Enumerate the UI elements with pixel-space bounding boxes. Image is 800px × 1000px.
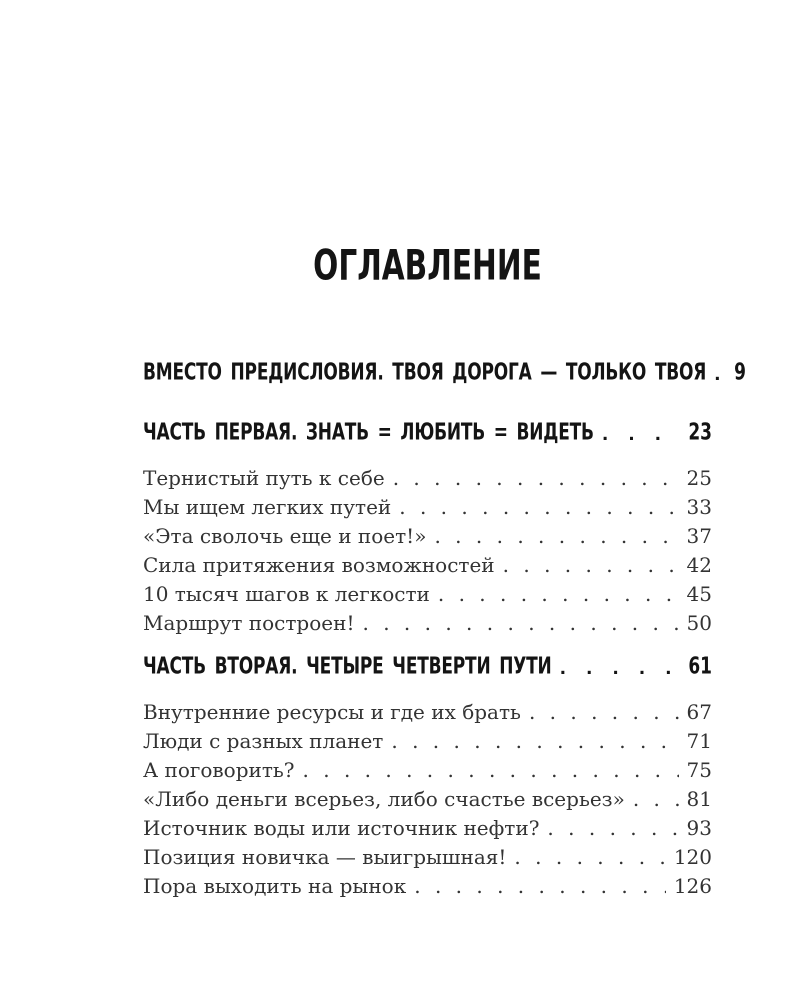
dot-leader xyxy=(560,656,681,682)
dot-leader xyxy=(303,756,679,785)
dot-leader xyxy=(602,422,681,448)
dot-leader xyxy=(434,522,678,551)
toc-page-number: 75 xyxy=(686,758,712,782)
toc-page-number: 67 xyxy=(686,700,712,724)
toc-page xyxy=(143,0,746,901)
toc-page-number: 45 xyxy=(686,582,712,606)
toc-page-number: 37 xyxy=(686,524,712,548)
toc-label: Люди с разных планет xyxy=(143,729,384,753)
toc-entry-row xyxy=(143,609,712,638)
dot-leader xyxy=(529,698,679,727)
toc-entry-row xyxy=(143,756,712,785)
toc-entry-row xyxy=(143,580,712,609)
toc-label: А поговорить? xyxy=(143,758,295,782)
toc-label: ВМЕСТО ПРЕДИСЛОВИЯ. ТВОЯ ДОРОГА — ТОЛЬКО ТВОЯ xyxy=(143,359,707,387)
toc-entry-row xyxy=(143,872,712,901)
toc-entry-row xyxy=(143,698,712,727)
dot-leader xyxy=(503,551,679,580)
toc-label: Источник воды или источник нефти? xyxy=(143,816,540,840)
toc-label: Позиция новичка — выигрышная! xyxy=(143,845,507,869)
dot-leader xyxy=(393,464,679,493)
dot-leader xyxy=(362,609,678,638)
toc-label: Сила притяжения возможностей xyxy=(143,553,495,577)
dot-leader xyxy=(391,727,678,756)
toc-heading-row xyxy=(143,359,746,388)
toc-entry-row xyxy=(143,843,712,872)
dot-leader xyxy=(714,362,726,388)
toc-page-number: 120 xyxy=(673,845,712,869)
toc-label: Внутренние ресурсы и где их брать xyxy=(143,700,521,724)
toc-label: ЧАСТЬ ВТОРАЯ. ЧЕТЫРЕ ЧЕТВЕРТИ ПУТИ xyxy=(143,653,552,681)
toc-label: Маршрут построен! xyxy=(143,611,355,635)
toc-label: Пора выходить на рынок xyxy=(143,874,407,898)
toc-page-number: 71 xyxy=(686,729,712,753)
toc-label: «Эта сволочь еще и поет!» xyxy=(143,524,427,548)
toc-page-number: 93 xyxy=(686,816,712,840)
toc-label: «Либо деньги всерьез, либо счастье всерьез» xyxy=(143,787,625,811)
toc-heading-row xyxy=(143,419,712,448)
toc-entry-row xyxy=(143,727,712,756)
dot-leader xyxy=(633,785,679,814)
toc-page-number: 25 xyxy=(686,466,712,490)
dot-leader xyxy=(514,843,665,872)
dot-leader xyxy=(547,814,678,843)
toc-page-number: 126 xyxy=(673,874,712,898)
toc-page-number: 81 xyxy=(686,787,712,811)
dot-leader xyxy=(414,872,666,901)
toc-page-number: 33 xyxy=(686,495,712,519)
toc-title: ОГЛАВЛЕНИЕ xyxy=(313,241,542,290)
toc-label: 10 тысяч шагов к легкости xyxy=(143,582,430,606)
toc-entry-row xyxy=(143,522,712,551)
toc-page-number: 23 xyxy=(688,419,712,447)
toc-page-number: 9 xyxy=(734,359,746,387)
dot-leader xyxy=(438,580,679,609)
toc-page-number: 50 xyxy=(686,611,712,635)
toc-label: Тернистый путь к себе xyxy=(143,466,385,490)
dot-leader xyxy=(399,493,678,522)
toc-entry-row xyxy=(143,551,712,580)
toc-page-number: 61 xyxy=(688,653,712,681)
toc-entry-row xyxy=(143,493,712,522)
toc-entry-row xyxy=(143,814,712,843)
toc-heading-row xyxy=(143,653,712,682)
toc-page-number: 42 xyxy=(686,553,712,577)
toc-entry-row xyxy=(143,464,712,493)
toc xyxy=(143,344,746,901)
toc-label: ЧАСТЬ ПЕРВАЯ. ЗНАТЬ = ЛЮБИТЬ = ВИДЕТЬ xyxy=(143,419,594,447)
toc-entry-row xyxy=(143,785,712,814)
toc-label: Мы ищем легких путей xyxy=(143,495,392,519)
